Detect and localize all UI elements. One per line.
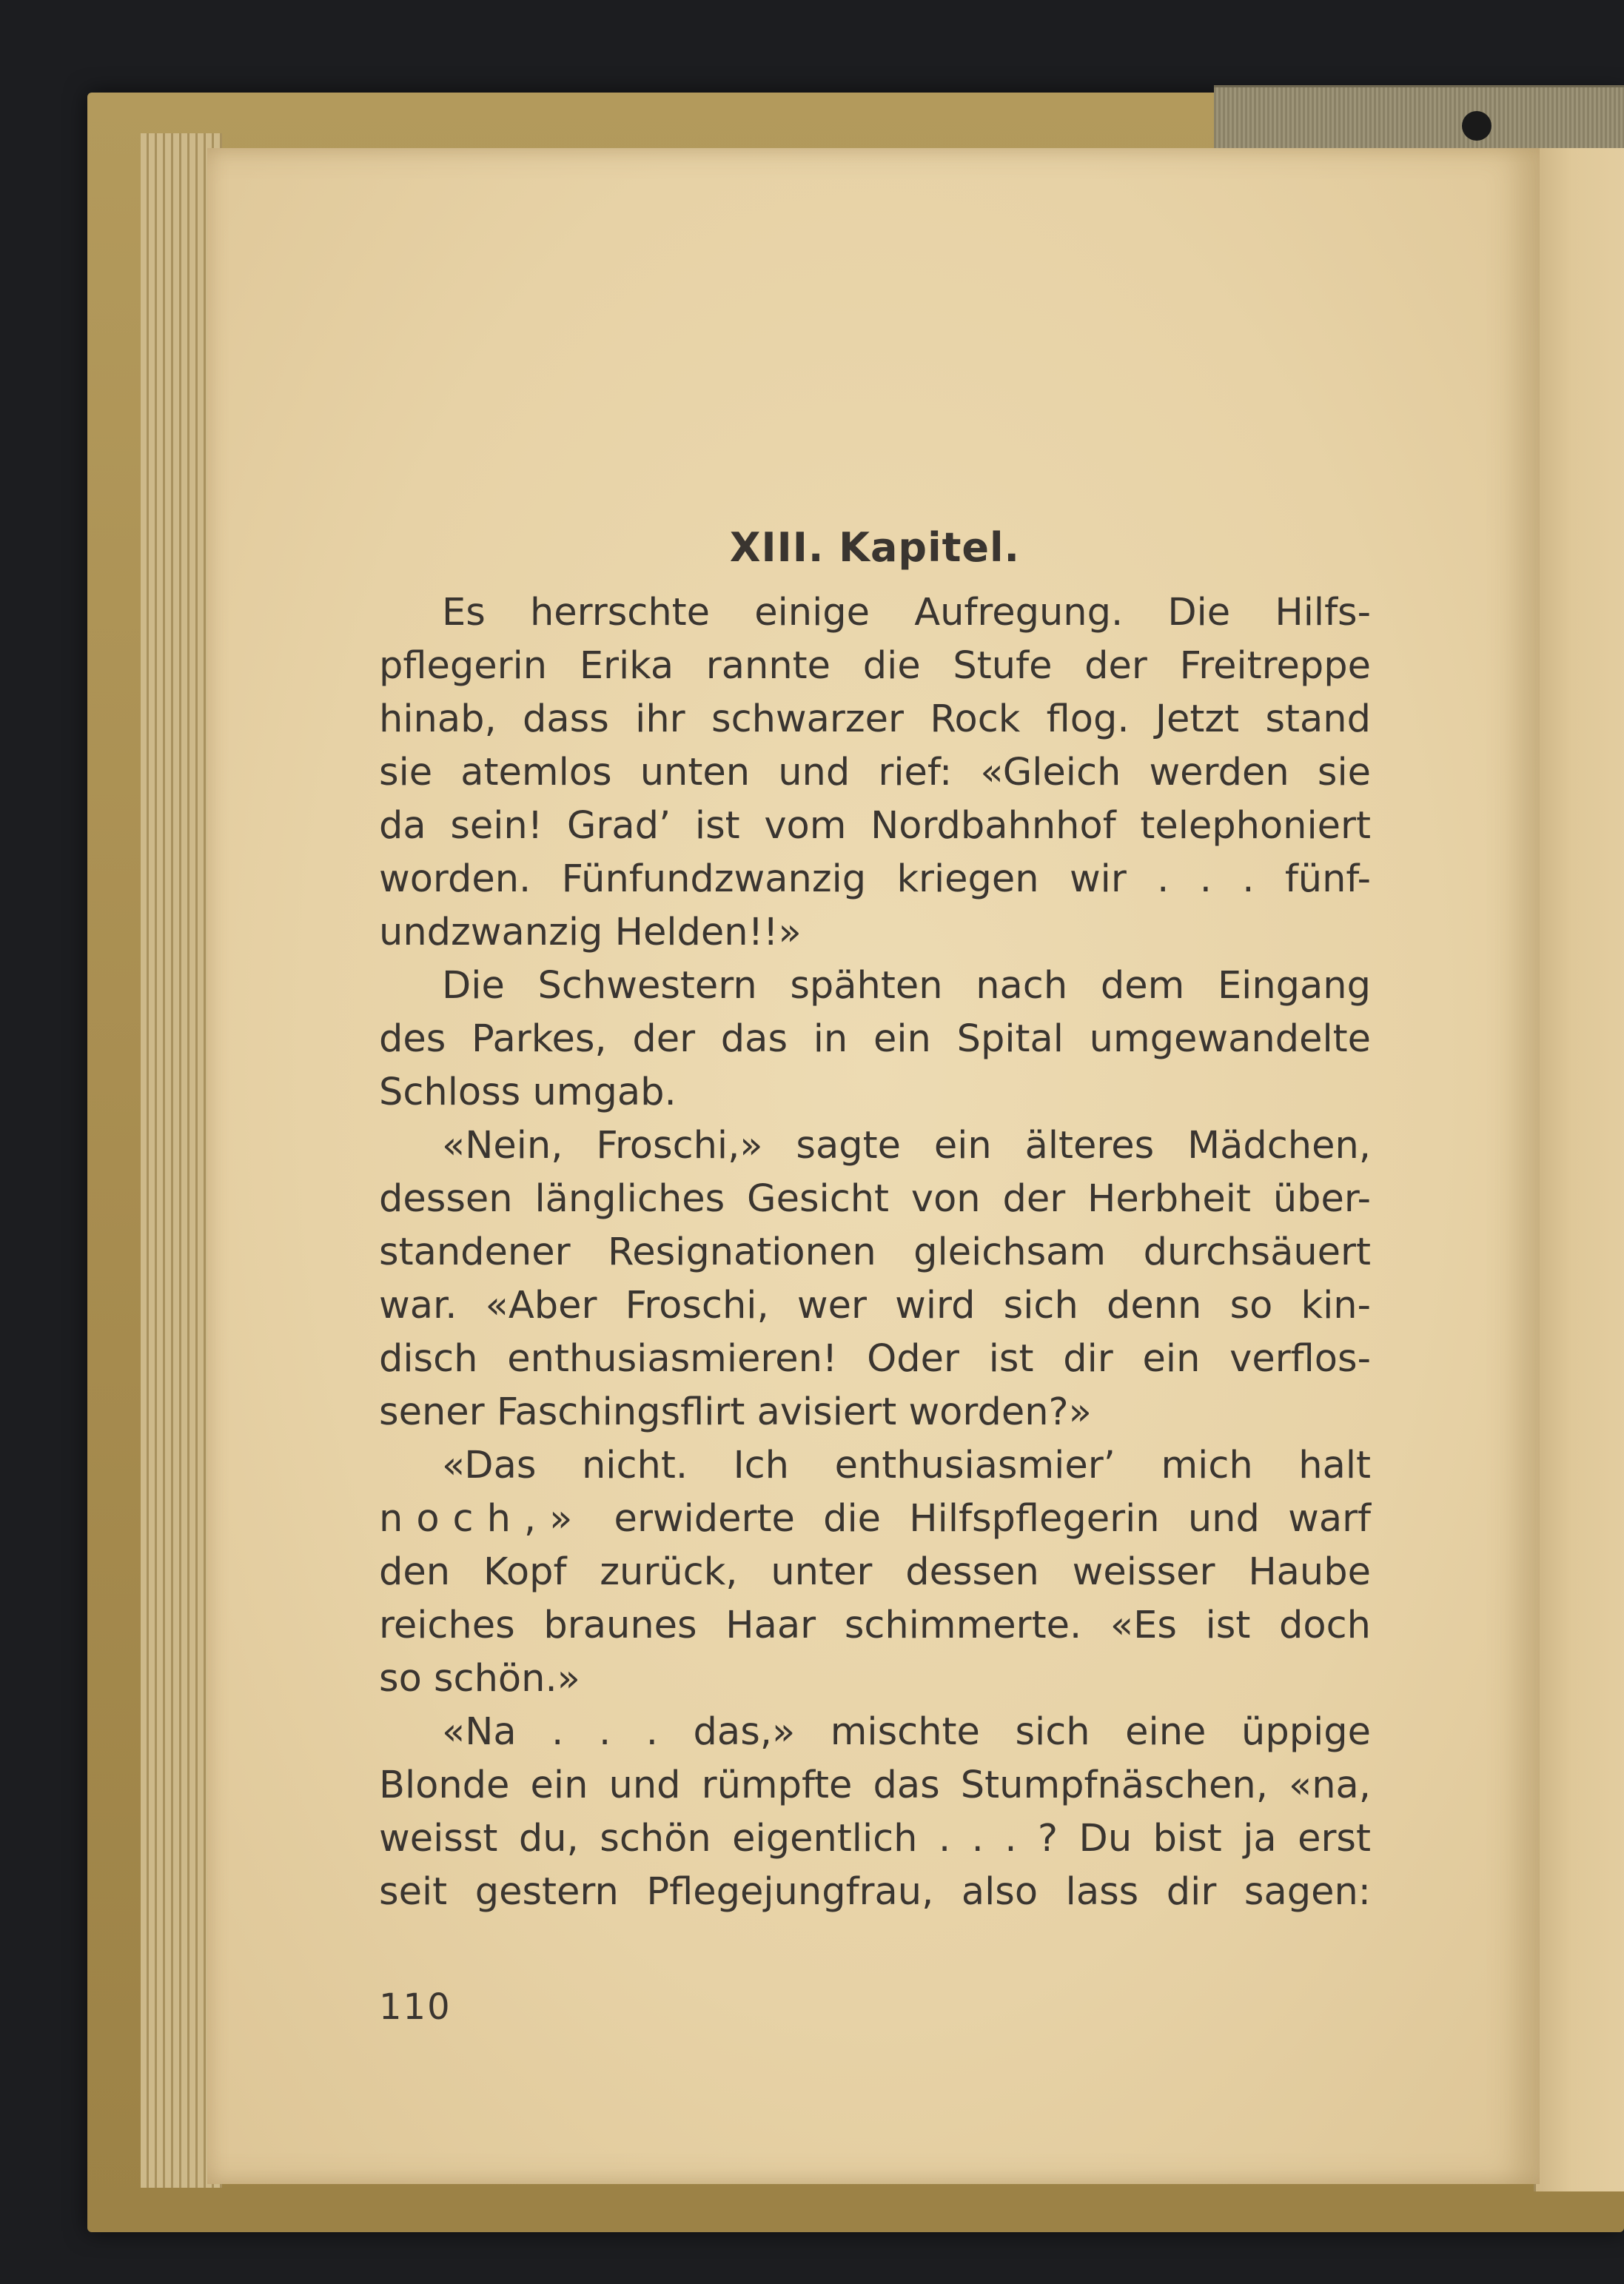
text-line: standener Resignationen gleichsam durchsäuert <box>379 1230 1371 1274</box>
text-line: sie atemlos unten und rief: «Gleich werden sie <box>379 751 1371 794</box>
text-line: weisst du, schön eigentlich . . . ? Du bist ja erst <box>379 1817 1371 1861</box>
text-line: war. «Aber Froschi, wer wird sich denn so kin- <box>379 1284 1371 1327</box>
spaced-emphasis: noch,» <box>379 1497 586 1541</box>
text-line: «Das nicht. Ich enthusiasmier’ mich halt <box>442 1444 1371 1487</box>
text-line: hinab, dass ihr schwarzer Rock flog. Jetzt stand <box>379 697 1371 741</box>
text-line: «Nein, Froschi,» sagte ein älteres Mädchen, <box>442 1124 1371 1168</box>
page-number: 110 <box>379 1986 452 2028</box>
ribbon-tear <box>1462 111 1492 141</box>
text-line-spaced <box>379 1493 1371 1546</box>
text-line: Die Schwestern spähten nach dem Eingang <box>442 964 1371 1008</box>
text-line: des Parkes, der das in ein Spital umgewandelte <box>379 1017 1371 1061</box>
text-line: Es herrschte einige Aufregung. Die Hilfs- <box>442 591 1371 634</box>
text-line: pflegerin Erika rannte die Stufe der Freitreppe <box>379 644 1371 688</box>
page-text <box>379 518 1371 1919</box>
chapter-title: XIII. Kapitel. <box>729 524 1021 571</box>
text-line: seit gestern Pflegejungfrau, also lass dir sagen: <box>379 1870 1371 1914</box>
text-line: disch enthusiasmieren! Oder ist dir ein verflos- <box>379 1337 1371 1381</box>
text-line: dessen längliches Gesicht von der Herbheit über- <box>379 1177 1371 1221</box>
text-line: reiches braunes Haar schimmerte. «Es ist doch <box>379 1604 1371 1647</box>
text-line: «Na . . . das,» mischte sich eine üppige <box>442 1710 1371 1754</box>
line-rest: erwiderte die Hilfspflegerin und warf <box>585 1497 1371 1541</box>
text-line: Schloss umgab. <box>379 1071 677 1114</box>
bookmark-ribbon <box>1214 85 1624 154</box>
text-line: undzwanzig Helden!!» <box>379 911 802 954</box>
text-line: sener Faschingsflirt avisiert worden?» <box>379 1390 1092 1434</box>
text-line: den Kopf zurück, unter dessen weisser Haube <box>379 1550 1371 1594</box>
text-line: so schön.» <box>379 1657 580 1701</box>
facing-page-edge <box>1534 148 1624 2191</box>
text-line: worden. Fünfundzwanzig kriegen wir . . . fünf- <box>379 857 1371 901</box>
text-line: da sein! Grad’ ist vom Nordbahnhof telephoniert <box>379 804 1371 848</box>
text-line: Blonde ein und rümpfte das Stumpfnäschen, «na, <box>379 1764 1371 1807</box>
